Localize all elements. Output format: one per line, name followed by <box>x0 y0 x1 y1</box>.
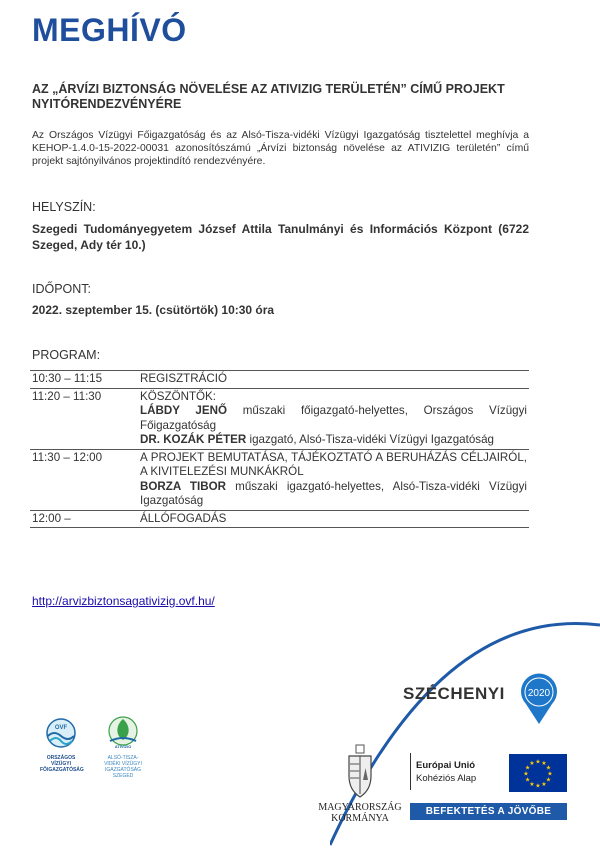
event-subtitle: AZ „ÁRVÍZI BIZTONSÁG NÖVELÉSE AZ ATIVIZIG TERÜLETÉN” CÍMŰ PROJEKT NYITÓRENDEZVÉNYÉRE <box>32 82 505 111</box>
speaker-name: DR. KOZÁK PÉTER <box>140 433 247 446</box>
government-text <box>310 802 410 824</box>
program-time: 12:00 – <box>32 511 71 525</box>
ativizig-mark: ATIVIZIG <box>114 744 132 749</box>
location-label: HELYSZÍN: <box>32 200 96 214</box>
page-title: MEGHÍVÓ <box>32 12 187 48</box>
eu-line1: Európai Unió <box>416 760 476 771</box>
program-row <box>30 449 529 510</box>
eu-line2: Kohéziós Alap <box>416 773 477 784</box>
eu-star-icon: ★ <box>535 783 541 790</box>
eu-star-icon: ★ <box>524 777 531 784</box>
eu-star-icon: ★ <box>541 761 547 768</box>
eu-flag-icon <box>509 754 567 792</box>
szechenyi-2020-pin-icon <box>516 668 562 728</box>
eu-star-icon: ★ <box>529 761 535 768</box>
ovf-emblem-icon <box>40 716 82 750</box>
ativizig-logo <box>100 714 146 779</box>
investment-banner: BEFEKTETÉS A JÖVŐBE <box>410 803 567 820</box>
speaker-role: műszaki igazgató-helyettes, Alsó-Tisza-vidéki Vízügyi Igazgatóság <box>140 479 527 507</box>
ativizig-logo-text: ALSÓ-TISZA-VIDÉKI VÍZÜGYI IGAZGATÓSÁG SZEGED <box>104 755 142 779</box>
ativizig-emblem-icon <box>100 714 146 750</box>
speaker <box>140 433 527 448</box>
program-time: 10:30 – 11:15 <box>32 372 103 385</box>
eu-star-icon: ★ <box>535 759 541 766</box>
location-value: Szegedi Tudományegyetem József Attila Tanulmányi és Információs Központ (6722 Szeged, Ady tér 10.) <box>32 222 529 252</box>
program-row <box>30 371 529 389</box>
eu-star-icon: ★ <box>529 781 535 788</box>
szechenyi-year: 2020 <box>527 688 551 699</box>
speaker <box>140 404 527 433</box>
program-item <box>138 388 529 449</box>
date-label: IDŐPONT: <box>32 282 92 296</box>
ovf-logo-text: ORSZÁGOS VÍZÜGYI FŐIGAZGATÓSÁG <box>40 755 84 773</box>
date-value: 2022. szeptember 15. (csütörtök) 10:30 óra <box>32 303 275 317</box>
program-item-title: A PROJEKT BEMUTATÁSA, TÁJÉKOZTATÓ A BERUHÁZÁS CÉLJAIRÓL, A KIVITELEZÉSI MUNKÁKRÓL <box>140 450 527 478</box>
eu-star-icon: ★ <box>545 765 552 772</box>
program-label: PROGRAM: <box>32 348 101 362</box>
coat-of-arms-icon <box>345 744 375 800</box>
government-line1: MAGYARORSZÁG <box>318 802 402 813</box>
ovf-mark: OVF <box>54 725 68 731</box>
speaker-role: műszaki főigazgató-helyettes, Országos Vízügyi Főigazgatóság <box>140 404 527 432</box>
program-time: 11:20 – 11:30 <box>32 389 102 403</box>
eu-star-icon: ★ <box>545 777 552 784</box>
program-time: 11:30 – 12:00 <box>32 450 103 464</box>
speaker-name: BORZA TIBOR <box>140 479 226 493</box>
ovf-logo <box>40 716 82 773</box>
eu-star-icon: ★ <box>524 765 531 772</box>
program-row <box>30 388 529 449</box>
logo-divider <box>410 753 411 790</box>
government-line2: KORMÁNYA <box>331 813 389 824</box>
program-row <box>30 510 529 528</box>
szechenyi-text: SZÉCHENYI <box>403 684 505 703</box>
program-table <box>30 370 529 528</box>
program-item: REGISZTRÁCIÓ <box>140 372 227 385</box>
project-website-link[interactable]: http://arvizbiztonsagativizig.ovf.hu/ <box>32 594 215 608</box>
eu-text <box>416 759 476 785</box>
eu-star-icon: ★ <box>523 771 529 778</box>
eu-star-icon: ★ <box>541 781 547 788</box>
program-item: ÁLLÓFOGADÁS <box>140 511 227 525</box>
speaker-role: igazgató, Alsó-Tisza-vidéki Vízügyi Igazgatóság <box>249 433 494 446</box>
speaker-name: LÁBDY JENŐ <box>140 404 228 417</box>
program-item-title: KÖSZÖNTŐK: <box>140 389 217 403</box>
speaker <box>140 480 527 509</box>
invitation-intro: Az Országos Vízügyi Főigazgatóság és az Alsó-Tisza-vidéki Vízügyi Igazgatóság tisztelettel meghívja a KEHOP-1.4.0-15-2022-00031 azonosítószámú „Árvízi biztonság növelése az ATIVIZIG területén” című projekt sajtónyilvános projektindító rendezvényére. <box>32 130 529 167</box>
program-item <box>138 449 529 510</box>
eu-star-icon: ★ <box>547 771 553 778</box>
